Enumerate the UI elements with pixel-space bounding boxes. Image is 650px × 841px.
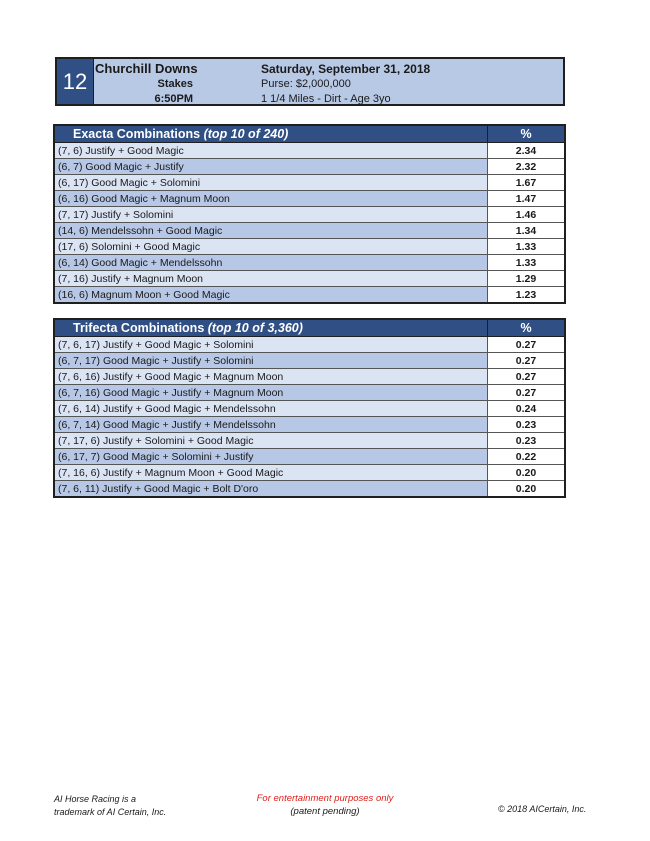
trifecta-title — [54, 319, 488, 337]
pct-cell: 1.33 — [488, 255, 566, 271]
pct-cell: 1.47 — [488, 191, 566, 207]
trifecta-table — [53, 318, 566, 498]
exacta-title — [54, 125, 488, 143]
combo-cell: (7, 16, 6) Justify + Magnum Moon + Good Magic — [54, 465, 488, 481]
trifecta-pct-header: % — [488, 319, 566, 337]
combo-cell: (6, 7, 14) Good Magic + Justify + Mendelssohn — [54, 417, 488, 433]
pct-cell: 1.33 — [488, 239, 566, 255]
exacta-title-note: (top 10 of 240) — [203, 127, 289, 141]
combo-cell: (6, 14) Good Magic + Mendelssohn — [54, 255, 488, 271]
table-row — [54, 223, 565, 239]
pct-cell: 2.32 — [488, 159, 566, 175]
pct-cell: 0.27 — [488, 337, 566, 353]
table-row — [54, 369, 565, 385]
purse: Purse: $2,000,000 — [261, 78, 351, 90]
trifecta-title-note: (top 10 of 3,360) — [207, 321, 303, 335]
pct-cell: 0.27 — [488, 385, 566, 401]
combo-cell: (7, 16) Justify + Magnum Moon — [54, 271, 488, 287]
table-row — [54, 255, 565, 271]
patent-text: (patent pending) — [290, 806, 360, 817]
table-row — [54, 465, 565, 481]
combo-cell: (6, 17, 7) Good Magic + Solomini + Justify — [54, 449, 488, 465]
table-row — [54, 417, 565, 433]
race-number-badge: 12 — [57, 59, 94, 104]
pct-cell: 1.29 — [488, 271, 566, 287]
race-header — [55, 57, 565, 106]
pct-cell: 0.23 — [488, 433, 566, 449]
trifecta-header-row — [54, 319, 565, 337]
pct-cell: 0.27 — [488, 369, 566, 385]
table-row — [54, 287, 565, 304]
exacta-title-text: Exacta Combinations — [73, 127, 201, 141]
table-row — [54, 175, 565, 191]
exacta-table — [53, 124, 566, 304]
table-row — [54, 207, 565, 223]
combo-cell: (7, 6, 14) Justify + Good Magic + Mendelssohn — [54, 401, 488, 417]
race-date: Saturday, September 31, 2018 — [261, 62, 431, 76]
pct-cell: 0.23 — [488, 417, 566, 433]
table-row — [54, 433, 565, 449]
combo-cell: (14, 6) Mendelssohn + Good Magic — [54, 223, 488, 239]
combo-cell: (7, 6, 11) Justify + Good Magic + Bolt D'oro — [54, 481, 488, 498]
combo-cell: (7, 17, 6) Justify + Solomini + Good Magic — [54, 433, 488, 449]
combo-cell: (6, 16) Good Magic + Magnum Moon — [54, 191, 488, 207]
race-conditions: 1 1/4 Miles - Dirt - Age 3yo — [261, 93, 391, 105]
exacta-header-row — [54, 125, 565, 143]
track-name: Churchill Downs — [95, 61, 198, 76]
pct-cell: 1.67 — [488, 175, 566, 191]
pct-cell: 1.34 — [488, 223, 566, 239]
table-row — [54, 239, 565, 255]
pct-cell: 0.24 — [488, 401, 566, 417]
table-row — [54, 401, 565, 417]
pct-cell: 0.27 — [488, 353, 566, 369]
pct-cell: 1.46 — [488, 207, 566, 223]
exacta-pct-header: % — [488, 125, 566, 143]
pct-cell: 1.23 — [488, 287, 566, 304]
pct-cell: 0.20 — [488, 481, 566, 498]
disclaimer-text: For entertainment purposes only — [256, 793, 394, 804]
combo-cell: (7, 17) Justify + Solomini — [54, 207, 488, 223]
trademark-line-1: AI Horse Racing is a — [54, 794, 137, 804]
table-row — [54, 143, 565, 159]
combo-cell: (6, 17) Good Magic + Solomini — [54, 175, 488, 191]
disclaimer-block — [200, 792, 450, 818]
table-row — [54, 337, 565, 353]
post-time: 6:50PM — [154, 93, 193, 105]
combo-cell: (6, 7, 16) Good Magic + Justify + Magnum Moon — [54, 385, 488, 401]
copyright-text: © 2018 AICertain, Inc. — [498, 804, 587, 814]
combo-cell: (16, 6) Magnum Moon + Good Magic — [54, 287, 488, 304]
combo-cell: (6, 7, 17) Good Magic + Justify + Solomini — [54, 353, 488, 369]
trademark-line-2: trademark of AI Certain, Inc. — [54, 807, 167, 817]
table-row — [54, 385, 565, 401]
table-row — [54, 159, 565, 175]
trifecta-title-text: Trifecta Combinations — [73, 321, 205, 335]
combo-cell: (7, 6) Justify + Good Magic — [54, 143, 488, 159]
combo-cell: (7, 6, 16) Justify + Good Magic + Magnum Moon — [54, 369, 488, 385]
pct-cell: 0.20 — [488, 465, 566, 481]
table-row — [54, 191, 565, 207]
combo-cell: (7, 6, 17) Justify + Good Magic + Solomini — [54, 337, 488, 353]
race-type: Stakes — [157, 78, 193, 90]
trademark-notice — [54, 793, 166, 819]
table-row — [54, 481, 565, 498]
combo-cell: (17, 6) Solomini + Good Magic — [54, 239, 488, 255]
table-row — [54, 271, 565, 287]
pct-cell: 0.22 — [488, 449, 566, 465]
pct-cell: 2.34 — [488, 143, 566, 159]
table-row — [54, 449, 565, 465]
combo-cell: (6, 7) Good Magic + Justify — [54, 159, 488, 175]
table-row — [54, 353, 565, 369]
